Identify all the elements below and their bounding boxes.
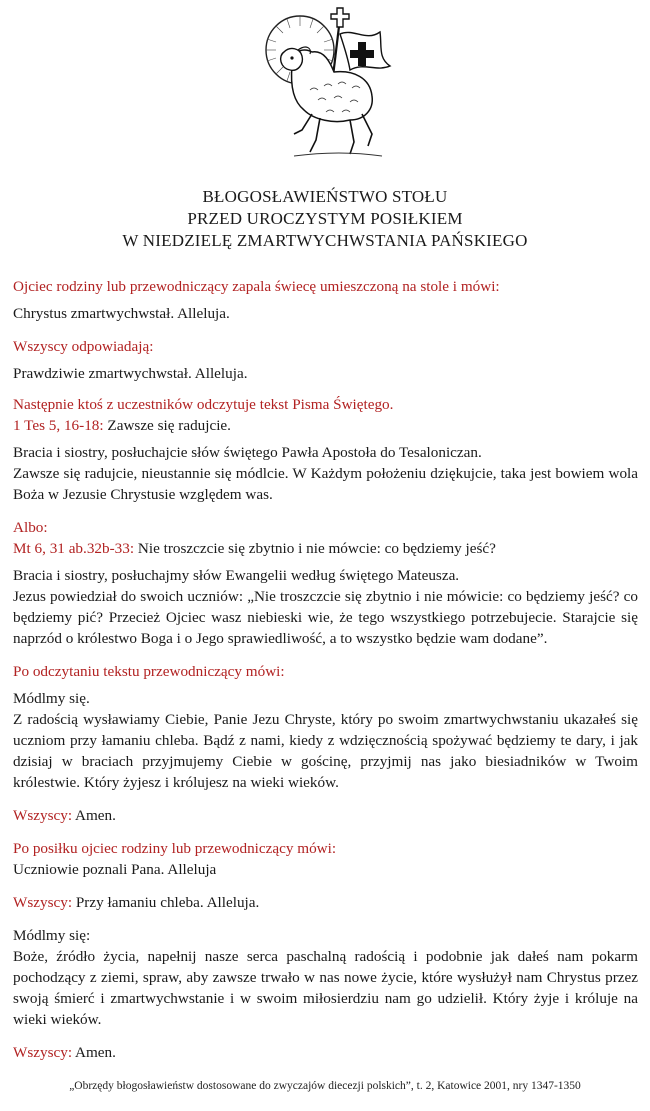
- title-line-3: W NIEDZIELĘ ZMARTWYCHWSTANIA PAŃSKIEGO: [122, 231, 528, 250]
- response-3-text: Amen.: [72, 1044, 116, 1061]
- reading-ref-2-title: Nie troszczcie się zbytnio i nie mówcie: co będziemy jeść?: [134, 540, 496, 557]
- source-citation: „Obrzędy błogosławieństw dostosowane do zwyczajów diecezji polskich”, t. 2, Katowice 2001, nry 1347-1350: [69, 1080, 581, 1092]
- prayer-2-text: Boże, źródło życia, napełnij nasze serca paschalną radością i podobnie jak dałeś nam pokarm pochodzący z ziemi, spraw, aby zawsze trwało w nas nowe życie, które wysłużył nam Chrystus przez swoją śmierć i zmartwychwstanie i w swoim miłosierdziu nam go udzielił. Który żyje i króluje na wieki wieków.: [13, 948, 638, 1028]
- reading-ref-1: [13, 415, 638, 436]
- rubric-4: Albo:: [13, 519, 48, 536]
- rubric-5: Po odczytaniu tekstu przewodniczący mówi:: [13, 663, 285, 680]
- response-2: [13, 892, 638, 913]
- prayer-1-intro: Módlmy się.: [13, 690, 90, 707]
- rubric-1: Ojciec rodziny lub przewodniczący zapala świecę umieszczoną na stole i mówi:: [13, 278, 500, 295]
- reading-ref-2-citation: Mt 6, 31 ab.32b-33:: [13, 540, 135, 557]
- prayer-2-intro: Módlmy się:: [13, 927, 91, 944]
- response-2-text: Przy łamaniu chleba. Alleluja.: [72, 894, 260, 911]
- text-7: Uczniowie poznali Pana. Alleluja: [13, 861, 217, 878]
- reading-1-intro: Bracia i siostry, posłuchajcie słów świętego Pawła Apostoła do Tesaloniczan.: [13, 444, 482, 461]
- rubric-3: Następnie ktoś z uczestników odczytuje tekst Pisma Świętego.: [13, 396, 394, 413]
- reading-1-text: Zawsze się radujcie, nieustannie się módlcie. W Każdym położeniu dziękujcie, taka jest bowiem wola Boża w Jezusie Chrystusie względem was.: [13, 465, 638, 503]
- response-1: [13, 805, 638, 826]
- response-2-label: Wszyscy:: [13, 894, 73, 911]
- response-3: [13, 1042, 638, 1063]
- liturgy-content: [13, 276, 638, 1063]
- reading-2-text: Jezus powiedział do swoich uczniów: „Nie troszczcie się zbytnio i nie mówicie: co będziemy jeść? co będziemy pić? Przecież Ojciec wasz niebieski wie, że tego wszystkiego potrzebujecie. Starajcie się naprzód o królestwo Boga i o Jego sprawiedliwość, a to wszystko będzie wam dodane”.: [13, 588, 638, 647]
- rubric-2: Wszyscy odpowiadają:: [13, 338, 154, 355]
- reading-ref-1-citation: 1 Tes 5, 16-18:: [13, 417, 104, 434]
- reading-ref-1-title: Zawsze się radujcie.: [103, 417, 231, 434]
- rubric-6: Po posiłku ojciec rodziny lub przewodniczący mówi:: [13, 840, 337, 857]
- response-1-label: Wszyscy:: [13, 807, 73, 824]
- title-line-2: PRZED UROCZYSTYM POSIŁKIEM: [187, 209, 463, 228]
- text-2: Prawdziwie zmartwychwstał. Alleluja.: [13, 365, 248, 382]
- reading-2-intro: Bracia i siostry, posłuchajmy słów Ewangelii według świętego Mateusza.: [13, 567, 460, 584]
- agnus-dei-lamb-icon: [254, 6, 396, 160]
- response-3-label: Wszyscy:: [13, 1044, 73, 1061]
- response-1-text: Amen.: [72, 807, 116, 824]
- text-1: Chrystus zmartwychwstał. Alleluja.: [13, 305, 230, 322]
- prayer-1-text: Z radością wysławiamy Ciebie, Panie Jezu Chryste, który po swoim zmartwychwstaniu ukazałeś się uczniom przy łamaniu chleba. Bądź z nami, kiedy z wdzięcznością spożywać będziemy te dary, i jak dzisiaj w braciach przyjmujemy Ciebie w gościnę, przyjmij nas jako biesiadników w Twoim królestwie. Który żyjesz i królujesz na wieki wieków.: [13, 711, 638, 791]
- document-title: [0, 186, 650, 252]
- reading-ref-2: [13, 538, 638, 559]
- title-line-1: BŁOGOSŁAWIEŃSTWO STOŁU: [202, 187, 448, 206]
